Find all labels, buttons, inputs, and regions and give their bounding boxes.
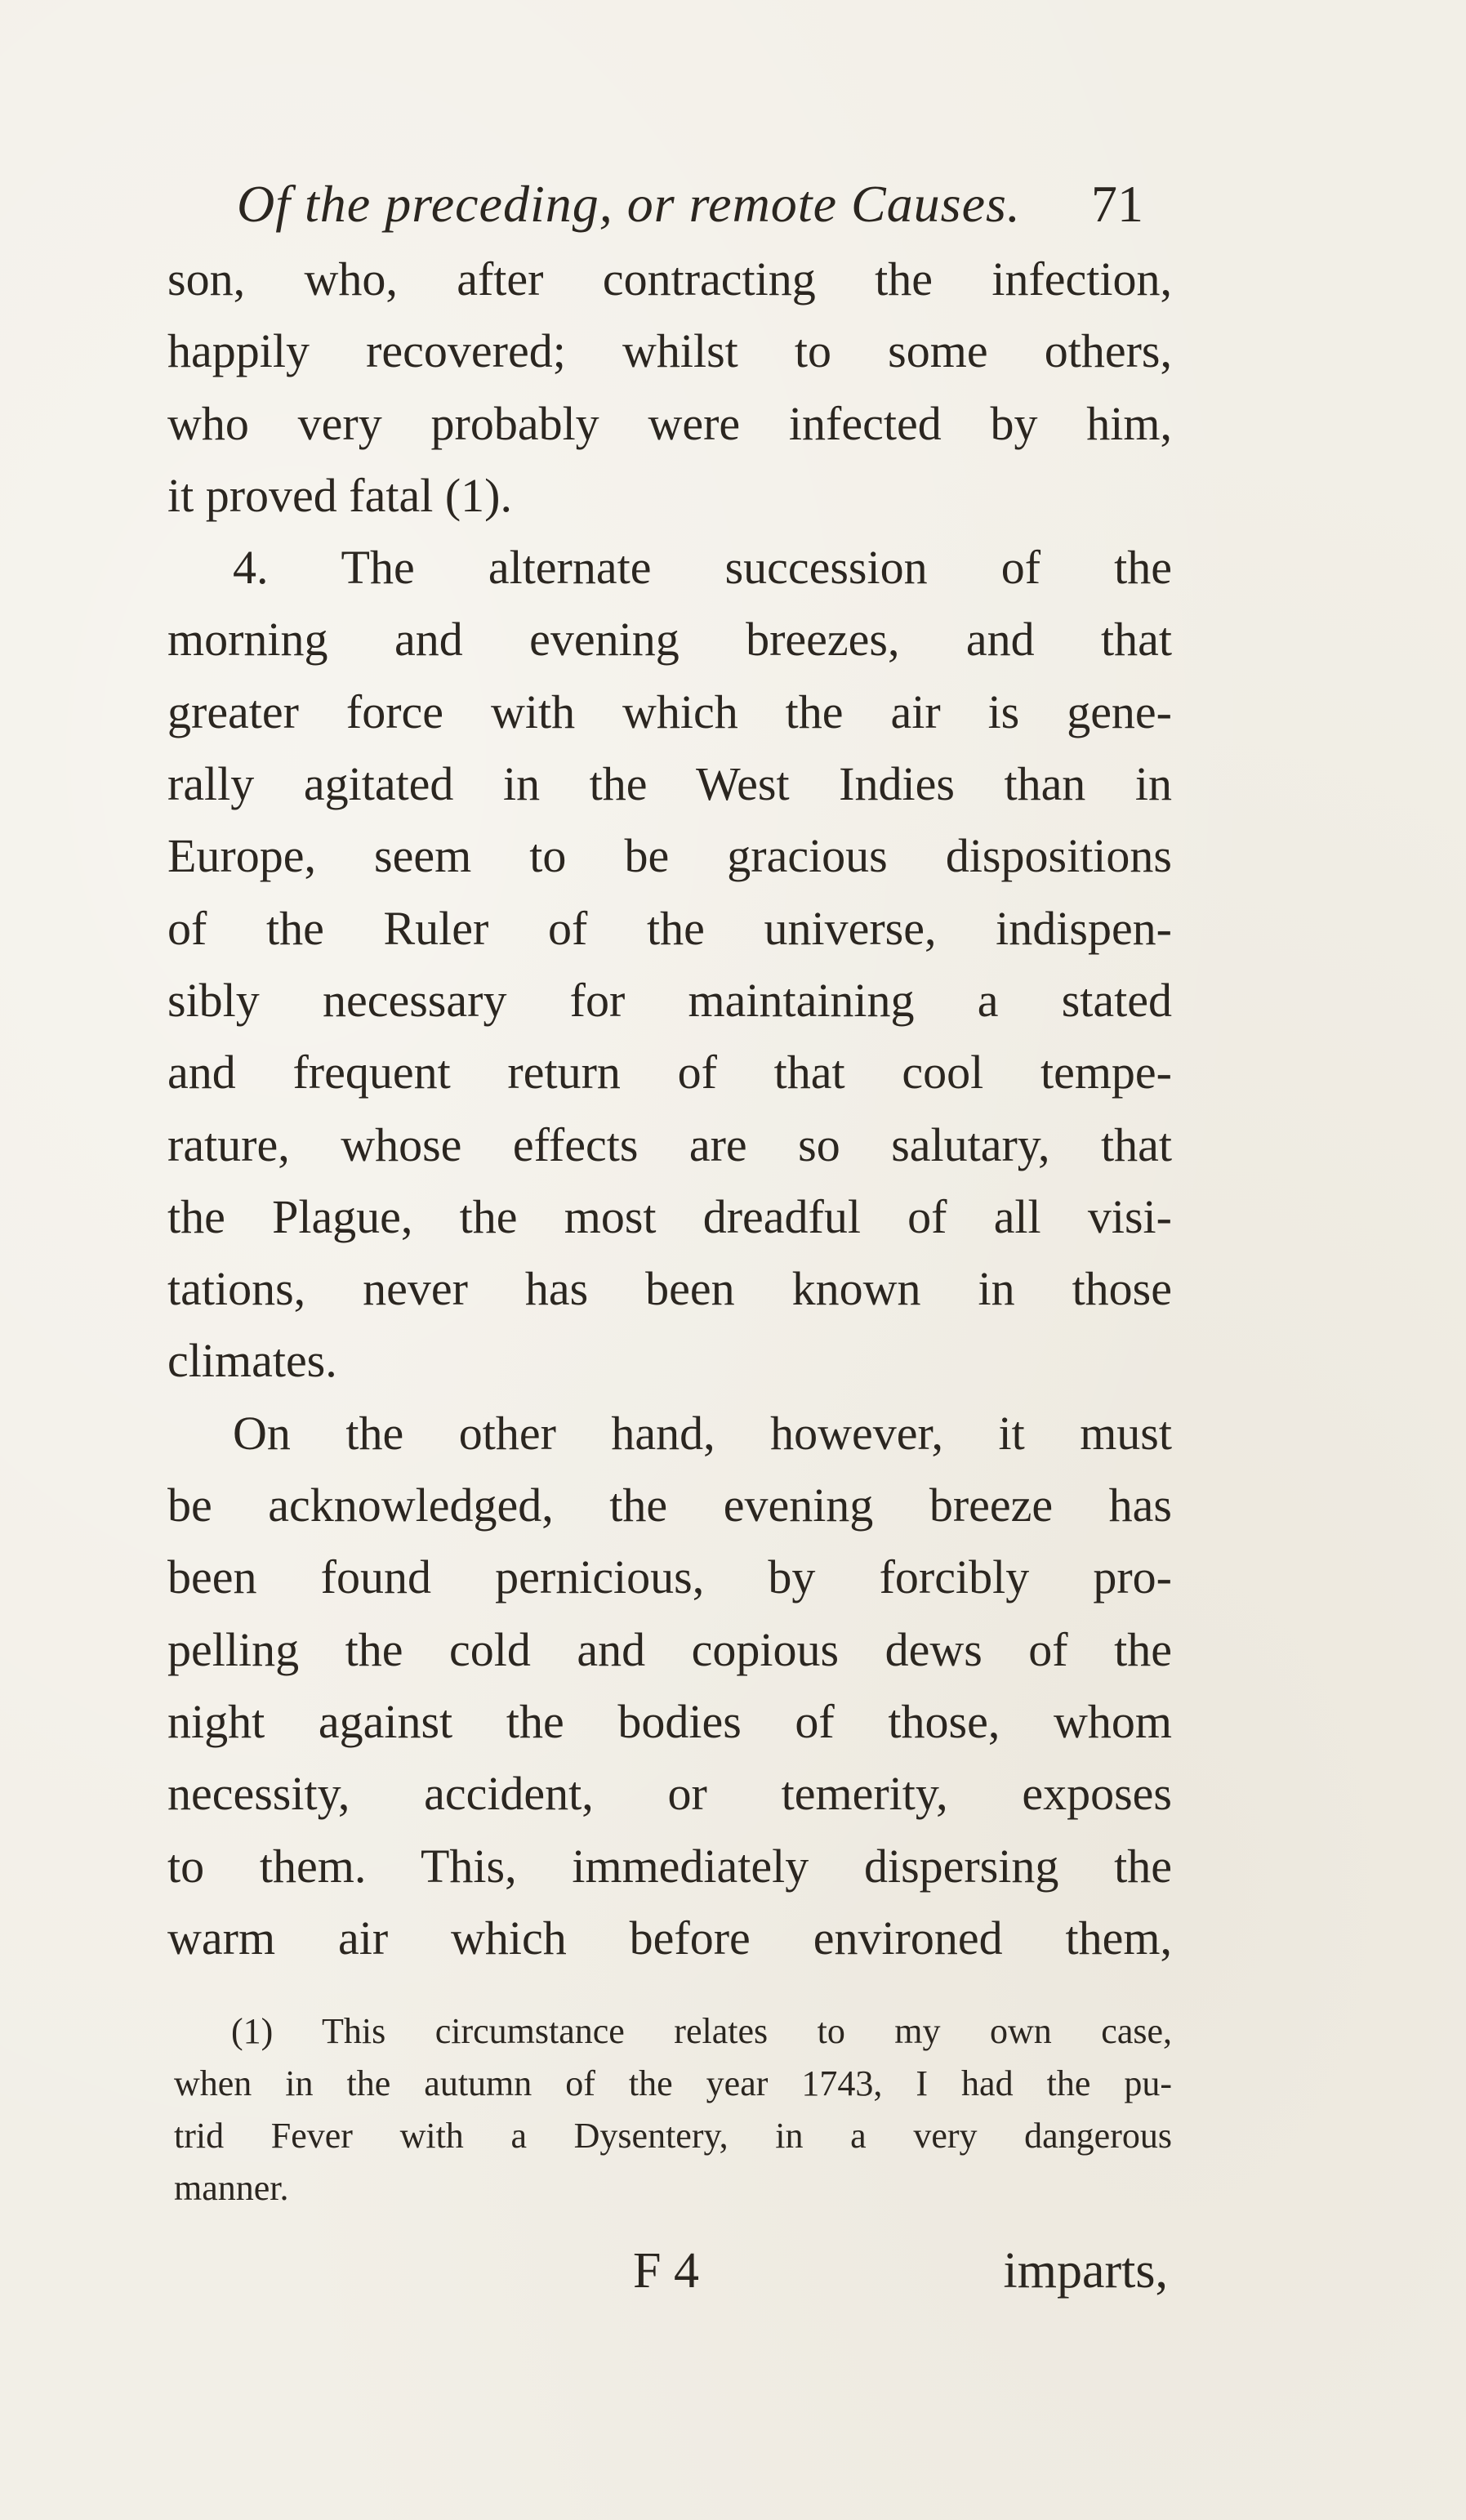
text-line: On the other hand, however, it must: [233, 1406, 1172, 1460]
text-line: warm air which before environed them,: [167, 1911, 1172, 1965]
text-line: 4. The alternate succession of the: [233, 541, 1172, 595]
text-line: Europe, seem to be gracious dispositions: [167, 829, 1172, 883]
text-line: to them. This, immediately dispersing the: [167, 1839, 1172, 1893]
text-line: climates.: [167, 1334, 337, 1388]
text-line: rally agitated in the West Indies than in: [167, 757, 1172, 811]
footnote-line: manner.: [174, 2168, 289, 2208]
text-line: happily recovered; whilst to some others,: [167, 324, 1172, 378]
text-line: be acknowledged, the evening breeze has: [167, 1479, 1172, 1532]
text-line: rature, whose effects are so salutary, that: [167, 1117, 1172, 1171]
text-line: night against the bodies of those, whom: [167, 1694, 1172, 1748]
footnote-line: when in the autumn of the year 1743, I had the pu-: [174, 2063, 1172, 2103]
footnote: [174, 2005, 1172, 2214]
page-number: 71: [1091, 175, 1143, 233]
running-head: Of the preceding, or remote Causes.: [237, 175, 1021, 233]
body-text: [167, 243, 1172, 1974]
footnote-line: trid Fever with a Dysentery, in a very dangerous: [174, 2116, 1172, 2156]
page-header: [237, 167, 1143, 241]
text-line: son, who, after contracting the infection,: [167, 252, 1172, 306]
signature-mark: F 4: [633, 2243, 699, 2299]
text-line: the Plague, the most dreadful of all visi-: [167, 1189, 1172, 1243]
catchword: imparts,: [1003, 2243, 1168, 2299]
text-line: and frequent return of that cool tempe-: [167, 1046, 1172, 1099]
text-line: pelling the cold and copious dews of the: [167, 1622, 1172, 1676]
text-line: of the Ruler of the universe, indispen-: [167, 901, 1172, 955]
text-line: morning and evening breezes, and that: [167, 613, 1172, 667]
text-line: tations, never has been known in those: [167, 1262, 1172, 1316]
text-line: necessity, accident, or temerity, exposes: [167, 1767, 1172, 1821]
text-line: it proved fatal (1).: [167, 468, 512, 522]
text-line: been found pernicious, by forcibly pro-: [167, 1550, 1172, 1604]
text-line: who very probably were infected by him,: [167, 396, 1172, 450]
text-line: greater force with which the air is gene-: [167, 685, 1172, 738]
footnote-line: (1) This circumstance relates to my own case,: [231, 2011, 1172, 2051]
text-line: sibly necessary for maintaining a stated: [167, 973, 1172, 1027]
